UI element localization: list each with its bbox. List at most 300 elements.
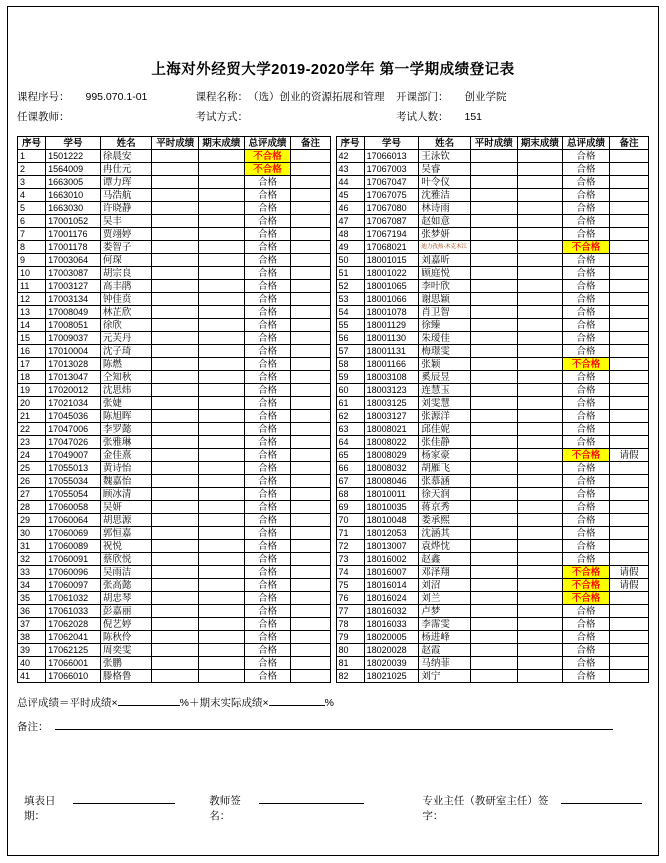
cell-regular-score <box>470 501 517 514</box>
cell-remark <box>291 254 330 267</box>
cell-remark <box>291 449 330 462</box>
cell-student-id: 18001078 <box>364 306 419 319</box>
cell-final-score <box>517 345 562 358</box>
cell-overall-score: 合格 <box>563 488 610 501</box>
table-row <box>18 176 331 189</box>
cell-regular-score <box>470 540 517 553</box>
table-row <box>336 293 649 306</box>
cell-name: 卢梦 <box>419 605 471 618</box>
department-label: 开课部门： <box>396 91 449 103</box>
header-row <box>336 137 649 150</box>
cell-index: 38 <box>18 631 46 644</box>
cell-final-score <box>199 423 244 436</box>
cell-remark <box>291 371 330 384</box>
cell-remark <box>291 306 330 319</box>
table-row <box>336 657 649 670</box>
column-header: 姓名 <box>419 137 471 150</box>
cell-remark <box>291 592 330 605</box>
table-row <box>336 306 649 319</box>
cell-remark <box>609 618 648 631</box>
cell-student-id: 18003127 <box>364 410 419 423</box>
cell-name: 陈燃 <box>100 358 152 371</box>
cell-regular-score <box>152 371 199 384</box>
cell-final-score <box>199 202 244 215</box>
table-row <box>18 332 331 345</box>
cell-student-id: 17055054 <box>46 488 101 501</box>
cell-name: 邓泽翔 <box>419 566 471 579</box>
cell-name: 马纳菲 <box>419 657 471 670</box>
table-row <box>18 410 331 423</box>
cell-regular-score <box>152 488 199 501</box>
cell-overall-score: 合格 <box>244 358 291 371</box>
table-row <box>336 592 649 605</box>
cell-remark <box>609 241 648 254</box>
cell-overall-score: 不合格 <box>563 358 610 371</box>
cell-final-score <box>517 371 562 384</box>
cell-regular-score <box>470 579 517 592</box>
cell-name: 刘沼 <box>419 579 471 592</box>
cell-index: 28 <box>18 501 46 514</box>
cell-index: 59 <box>336 371 364 384</box>
table-row <box>18 514 331 527</box>
cell-student-id: 17045036 <box>46 410 101 423</box>
table-row <box>336 449 649 462</box>
signature-line <box>24 793 642 823</box>
cell-name: 肖卫智 <box>419 306 471 319</box>
cell-remark <box>291 475 330 488</box>
cell-remark <box>291 462 330 475</box>
cell-overall-score: 合格 <box>244 488 291 501</box>
cell-student-id: 17062028 <box>46 618 101 631</box>
cell-regular-score <box>470 345 517 358</box>
cell-student-id: 17060097 <box>46 579 101 592</box>
cell-name: 何琛 <box>100 254 152 267</box>
cell-index: 2 <box>18 163 46 176</box>
cell-final-score <box>199 384 244 397</box>
cell-regular-score <box>470 332 517 345</box>
cell-name: 刘宁 <box>419 670 471 683</box>
cell-name: 郭恒嘉 <box>100 527 152 540</box>
table-row <box>18 267 331 280</box>
cell-name: 滕格鲁 <box>100 670 152 683</box>
table-row <box>18 488 331 501</box>
cell-regular-score <box>152 410 199 423</box>
cell-student-id: 18010011 <box>364 488 419 501</box>
cell-student-id: 18008021 <box>364 423 419 436</box>
teacher-sign-blank <box>259 793 365 804</box>
cell-overall-score: 不合格 <box>244 163 291 176</box>
cell-name: 吴雨洁 <box>100 566 152 579</box>
cell-final-score <box>517 358 562 371</box>
cell-name: 彭嘉丽 <box>100 605 152 618</box>
cell-index: 57 <box>336 345 364 358</box>
cell-regular-score <box>470 150 517 163</box>
cell-final-score <box>517 150 562 163</box>
table-row <box>336 254 649 267</box>
cell-regular-score <box>470 280 517 293</box>
cell-student-id: 17055013 <box>46 462 101 475</box>
cell-overall-score: 合格 <box>244 371 291 384</box>
cell-regular-score <box>470 527 517 540</box>
cell-overall-score: 合格 <box>563 618 610 631</box>
cell-index: 39 <box>18 644 46 657</box>
cell-name: 魏嘉怡 <box>100 475 152 488</box>
cell-name: 刘雯慧 <box>419 397 471 410</box>
cell-overall-score: 合格 <box>244 618 291 631</box>
cell-index: 10 <box>18 267 46 280</box>
fill-date-blank <box>73 793 175 804</box>
cell-index: 22 <box>18 423 46 436</box>
cell-index: 19 <box>18 384 46 397</box>
cell-final-score <box>517 644 562 657</box>
cell-index: 47 <box>336 215 364 228</box>
cell-name: 顾庭悦 <box>419 267 471 280</box>
cell-overall-score: 合格 <box>563 462 610 475</box>
cell-regular-score <box>152 163 199 176</box>
cell-final-score <box>517 254 562 267</box>
department-value: 创业学院 <box>464 91 507 103</box>
cell-remark <box>609 540 648 553</box>
cell-name: 贾翊婷 <box>100 228 152 241</box>
cell-overall-score: 合格 <box>563 202 610 215</box>
cell-index: 74 <box>336 566 364 579</box>
cell-name: 朱瑷佳 <box>419 332 471 345</box>
cell-regular-score <box>152 358 199 371</box>
cell-student-id: 17008051 <box>46 319 101 332</box>
cell-name: 张佳静 <box>419 436 471 449</box>
cell-student-id: 18001130 <box>364 332 419 345</box>
cell-regular-score <box>470 215 517 228</box>
cell-remark <box>291 293 330 306</box>
cell-name: 许晓静 <box>100 202 152 215</box>
cell-overall-score: 合格 <box>563 397 610 410</box>
cell-overall-score: 合格 <box>563 319 610 332</box>
cell-remark <box>609 332 648 345</box>
table-row <box>18 527 331 540</box>
cell-final-score <box>199 475 244 488</box>
column-header: 平时成绩 <box>470 137 517 150</box>
cell-name: 李罗懿 <box>100 423 152 436</box>
cell-overall-score: 合格 <box>244 410 291 423</box>
cell-regular-score <box>470 176 517 189</box>
cell-index: 16 <box>18 345 46 358</box>
cell-index: 54 <box>336 306 364 319</box>
cell-remark <box>291 527 330 540</box>
cell-overall-score: 合格 <box>244 605 291 618</box>
cell-index: 35 <box>18 592 46 605</box>
cell-overall-score: 合格 <box>244 319 291 332</box>
table-row <box>18 384 331 397</box>
cell-overall-score: 合格 <box>563 540 610 553</box>
cell-regular-score <box>152 215 199 228</box>
cell-index: 24 <box>18 449 46 462</box>
cell-student-id: 17060089 <box>46 540 101 553</box>
cell-final-score <box>199 462 244 475</box>
teacher-sign-label: 教师签名： <box>209 795 241 822</box>
cell-final-score <box>517 215 562 228</box>
cell-remark <box>609 163 648 176</box>
table-row <box>18 423 331 436</box>
cell-student-id: 17061033 <box>46 605 101 618</box>
cell-student-id: 1564009 <box>46 163 101 176</box>
cell-student-id: 17008049 <box>46 306 101 319</box>
cell-student-id: 17047026 <box>46 436 101 449</box>
cell-index: 61 <box>336 397 364 410</box>
cell-student-id: 17067003 <box>364 163 419 176</box>
cell-student-id: 17060058 <box>46 501 101 514</box>
cell-overall-score: 合格 <box>244 592 291 605</box>
cell-name: 马浩航 <box>100 189 152 202</box>
cell-student-id: 18003125 <box>364 397 419 410</box>
cell-overall-score: 合格 <box>563 514 610 527</box>
cell-index: 76 <box>336 592 364 605</box>
cell-name: 娄智子 <box>100 241 152 254</box>
cell-index: 60 <box>336 384 364 397</box>
table-row <box>336 436 649 449</box>
cell-index: 52 <box>336 280 364 293</box>
table-row <box>18 670 331 683</box>
cell-regular-score <box>470 631 517 644</box>
table-row <box>336 358 649 371</box>
cell-remark <box>609 358 648 371</box>
cell-regular-score <box>470 319 517 332</box>
cell-remark <box>291 150 330 163</box>
cell-name: 陈秋伶 <box>100 631 152 644</box>
cell-regular-score <box>152 332 199 345</box>
cell-student-id: 17001052 <box>46 215 101 228</box>
cell-final-score <box>199 436 244 449</box>
cell-regular-score <box>470 605 517 618</box>
cell-final-score <box>517 657 562 670</box>
cell-overall-score: 不合格 <box>563 592 610 605</box>
cell-final-score <box>517 410 562 423</box>
table-row <box>18 618 331 631</box>
cell-index: 31 <box>18 540 46 553</box>
cell-remark <box>609 371 648 384</box>
cell-remark <box>291 501 330 514</box>
cell-overall-score: 合格 <box>563 670 610 683</box>
cell-name: 袁烨忱 <box>419 540 471 553</box>
cell-final-score <box>517 332 562 345</box>
cell-student-id: 17003087 <box>46 267 101 280</box>
cell-index: 53 <box>336 293 364 306</box>
cell-final-score <box>199 397 244 410</box>
cell-index: 42 <box>336 150 364 163</box>
cell-remark <box>609 553 648 566</box>
cell-final-score <box>199 189 244 202</box>
cell-overall-score: 合格 <box>244 475 291 488</box>
cell-remark <box>609 397 648 410</box>
cell-name: 徐晨安 <box>100 150 152 163</box>
cell-name: 谢思颖 <box>419 293 471 306</box>
cell-remark <box>609 514 648 527</box>
sheet-footer <box>17 695 649 734</box>
cell-final-score <box>199 280 244 293</box>
table-row <box>18 228 331 241</box>
course-name-value: （选）创业的资源拓展和管理 <box>248 91 385 103</box>
cell-name: 刘兰 <box>419 592 471 605</box>
cell-regular-score <box>152 644 199 657</box>
cell-regular-score <box>152 319 199 332</box>
cell-final-score <box>199 449 244 462</box>
cell-index: 56 <box>336 332 364 345</box>
cell-remark <box>291 410 330 423</box>
cell-index: 71 <box>336 527 364 540</box>
cell-remark <box>291 267 330 280</box>
cell-final-score <box>517 202 562 215</box>
grade-table-right <box>336 136 650 683</box>
cell-regular-score <box>152 384 199 397</box>
cell-remark <box>291 436 330 449</box>
cell-remark: 请假 <box>609 566 648 579</box>
cell-overall-score: 合格 <box>244 293 291 306</box>
overall-score-formula <box>17 695 649 710</box>
column-header: 总评成绩 <box>563 137 610 150</box>
cell-overall-score: 合格 <box>563 176 610 189</box>
cell-remark: 请假 <box>609 579 648 592</box>
table-header-right <box>336 137 649 150</box>
cell-final-score <box>199 254 244 267</box>
table-row <box>18 280 331 293</box>
table-row <box>336 553 649 566</box>
cell-remark <box>609 384 648 397</box>
cell-remark <box>609 462 648 475</box>
cell-index: 75 <box>336 579 364 592</box>
cell-regular-score <box>152 306 199 319</box>
cell-name: 叶令仪 <box>419 176 471 189</box>
cell-student-id: 18001065 <box>364 280 419 293</box>
table-row <box>336 410 649 423</box>
cell-final-score <box>517 319 562 332</box>
cell-index: 69 <box>336 501 364 514</box>
table-row <box>18 306 331 319</box>
cell-student-id: 1663010 <box>46 189 101 202</box>
cell-index: 4 <box>18 189 46 202</box>
cell-remark <box>291 228 330 241</box>
cell-index: 41 <box>18 670 46 683</box>
cell-student-id: 17003064 <box>46 254 101 267</box>
cell-name: 陈旭晖 <box>100 410 152 423</box>
cell-name: 徐臻 <box>419 319 471 332</box>
cell-name: 张慕涵 <box>419 475 471 488</box>
cell-index: 63 <box>336 423 364 436</box>
cell-overall-score: 合格 <box>244 540 291 553</box>
cell-final-score <box>199 176 244 189</box>
table-row <box>336 540 649 553</box>
cell-regular-score <box>152 605 199 618</box>
cell-student-id: 18008032 <box>364 462 419 475</box>
cell-student-id: 18001015 <box>364 254 419 267</box>
cell-final-score <box>517 514 562 527</box>
cell-remark: 请假 <box>609 449 648 462</box>
cell-index: 80 <box>336 644 364 657</box>
column-header: 备注 <box>291 137 330 150</box>
cell-name: 冉仕元 <box>100 163 152 176</box>
cell-index: 17 <box>18 358 46 371</box>
cell-remark <box>291 280 330 293</box>
table-row <box>336 267 649 280</box>
cell-name: 吴丰 <box>100 215 152 228</box>
cell-regular-score <box>152 527 199 540</box>
table-row <box>18 241 331 254</box>
table-row <box>18 475 331 488</box>
cell-remark <box>609 475 648 488</box>
cell-remark <box>291 553 330 566</box>
cell-name: 连慧玉 <box>419 384 471 397</box>
cell-student-id: 17067047 <box>364 176 419 189</box>
cell-regular-score <box>152 423 199 436</box>
cell-index: 18 <box>18 371 46 384</box>
cell-name: 钟佳贲 <box>100 293 152 306</box>
cell-regular-score <box>152 449 199 462</box>
cell-final-score <box>199 215 244 228</box>
cell-overall-score: 合格 <box>563 501 610 514</box>
cell-name: 林诗雨 <box>419 202 471 215</box>
cell-regular-score <box>152 475 199 488</box>
table-row <box>18 358 331 371</box>
table-row <box>336 488 649 501</box>
cell-index: 65 <box>336 449 364 462</box>
cell-remark <box>291 488 330 501</box>
cell-overall-score: 合格 <box>563 150 610 163</box>
column-header: 备注 <box>609 137 648 150</box>
cell-final-score <box>517 488 562 501</box>
table-row <box>18 566 331 579</box>
cell-regular-score <box>470 410 517 423</box>
cell-overall-score: 合格 <box>563 267 610 280</box>
table-row <box>336 150 649 163</box>
table-row <box>336 332 649 345</box>
cell-remark <box>609 150 648 163</box>
cell-name: 张雅琳 <box>100 436 152 449</box>
cell-remark <box>609 605 648 618</box>
cell-final-score <box>517 397 562 410</box>
cell-student-id: 18020039 <box>364 657 419 670</box>
cell-regular-score <box>152 436 199 449</box>
cell-final-score <box>199 228 244 241</box>
cell-remark <box>291 176 330 189</box>
cell-regular-score <box>470 228 517 241</box>
cell-overall-score: 合格 <box>244 579 291 592</box>
cell-final-score <box>517 228 562 241</box>
cell-student-id: 18001131 <box>364 345 419 358</box>
cell-remark <box>609 280 648 293</box>
cell-regular-score <box>152 670 199 683</box>
cell-name: 赵鑫 <box>419 553 471 566</box>
cell-remark <box>291 163 330 176</box>
table-row <box>336 670 649 683</box>
cell-final-score <box>517 670 562 683</box>
cell-remark <box>291 319 330 332</box>
cell-remark <box>291 215 330 228</box>
cell-final-score <box>199 163 244 176</box>
table-row <box>336 423 649 436</box>
cell-overall-score: 合格 <box>563 384 610 397</box>
table-row <box>336 215 649 228</box>
cell-overall-score: 合格 <box>244 462 291 475</box>
table-row <box>336 241 649 254</box>
cell-final-score <box>517 449 562 462</box>
cell-overall-score: 不合格 <box>563 566 610 579</box>
cell-overall-score: 合格 <box>244 384 291 397</box>
cell-regular-score <box>470 306 517 319</box>
cell-name: 刘嘉昕 <box>419 254 471 267</box>
cell-overall-score: 合格 <box>563 306 610 319</box>
cell-name: 李霈雯 <box>419 618 471 631</box>
cell-final-score <box>199 644 244 657</box>
cell-overall-score: 合格 <box>244 436 291 449</box>
cell-name: 倪艺婷 <box>100 618 152 631</box>
